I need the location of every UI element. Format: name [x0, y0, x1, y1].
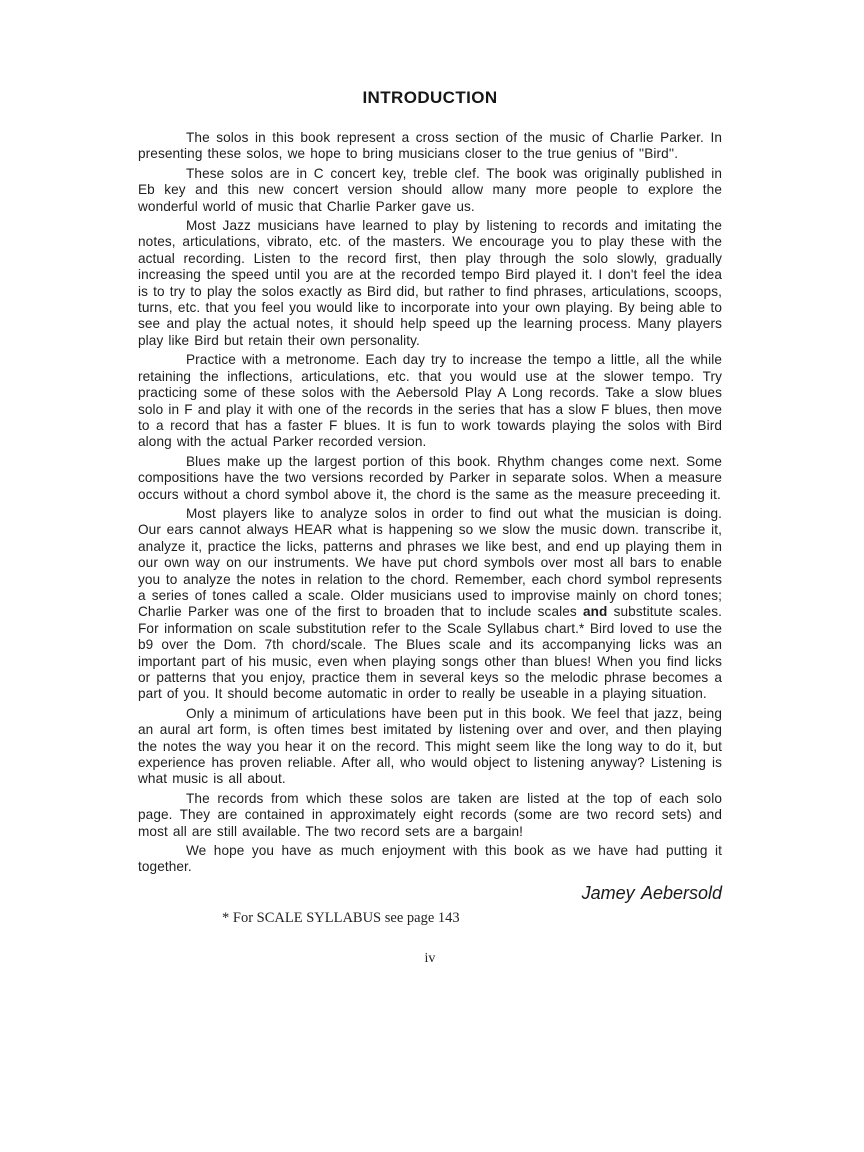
body-text: substitute scales. For information on scale substitution refer to the Scale Syllabus chart.* Bird loved to use the b9 over the Dom. 7th chord/scale. The Blues scale and its accompanying licks was an important part of his music, even when playing songs other than blues! When you find licks or patterns that you enjoy, practice them in several keys so the melodic phrase becomes a part of you. It should become automatic in order to really be useable in a playing situation.	[138, 604, 722, 702]
body-text: These solos are in C concert key, treble clef. The book was originally published in Eb key and this new concert version should allow many more people to explore the wonderful world of music that Charlie Parker gave us.	[138, 165, 722, 214]
body-text: Only a minimum of articulations have been put in this book. We feel that jazz, being an aural art form, is often times best imitated by listening over and over, and then playing the notes the way you hear it on the record. This might seem like the long way to do it, but experience has proven reliable. After all, who would object to listening anyway? Listening is what music is all about.	[138, 705, 722, 787]
body-text: We hope you have as much enjoyment with this book as we have had putting it together.	[138, 843, 722, 875]
page-number: iv	[424, 950, 436, 966]
paragraph	[138, 218, 722, 349]
paragraph	[138, 454, 722, 503]
paragraph	[138, 166, 722, 215]
body-text: Most players like to analyze solos in order to find out what the musician is doing. Our ears cannot always HEAR what is happening so we slow the music down. transcribe it, analyze it, practice the licks, patterns and phrases we like best, and end up playing them in our own way on our instruments. We have put chord symbols over most all bars to enable you to analyze the notes in relation to the chord. Remember, each chord symbol represents a series of tones called a scale. Older musicians used to improvise mainly on chord tones; Charlie Parker was one of the first to broaden that to include scales	[138, 505, 722, 620]
footnote: * For SCALE SYLLABUS see page 143	[222, 909, 460, 926]
body-text: The records from which these solos are taken are listed at the top of each solo page. They are contained in approximately eight records (some are two record sets) and most all are still available. The two record sets are a bargain!	[138, 790, 722, 839]
paragraph	[138, 130, 722, 163]
body-text: Practice with a metronome. Each day try to increase the tempo a little, all the while retaining the inflections, articulations, etc. that you would use at the slower tempo. Try practicing some of these solos with the Aebersold Play A Long records. Take a slow blues solo in F and play it with one of the records in the series that has a slow F blues, then move to a record that has a faster F blues. It is fun to work towards playing the solos with Bird along with the actual Parker recorded version.	[138, 352, 722, 450]
page-title: INTRODUCTION	[362, 88, 498, 107]
page-body	[138, 130, 722, 876]
paragraph	[138, 791, 722, 840]
body-text: The solos in this book represent a cross section of the music of Charlie Parker. In presenting these solos, we hope to bring musicians closer to the true genius of ''Bird''.	[138, 130, 722, 162]
paragraph	[138, 506, 722, 703]
body-text: Most Jazz musicians have learned to play by listening to records and imitating the notes, articulations, vibrato, etc. of the masters. We encourage you to play these with the actual recording. Listen to the record first, then play through the solo slowly, gradually increasing the speed until you are at the recorded tempo Bird played it. I don't feel the idea is to try to play the solos exactly as Bird did, but rather to find phrases, articulations, scoops, turns, etc. that you feel you would like to incorporate into your own playing. By being able to see and play the actual notes, it should help speed up the learning process. Many players play like Bird but retain their own personality.	[138, 218, 722, 348]
bold-text: and	[582, 604, 608, 620]
paragraph	[138, 352, 722, 450]
paragraph	[138, 843, 722, 876]
signature: Jamey Aebersold	[581, 882, 722, 903]
paragraph	[138, 706, 722, 788]
page-content	[138, 88, 722, 967]
body-text: Blues make up the largest portion of this book. Rhythm changes come next. Some compositions have the two versions recorded by Parker in separate solos. When a measure occurs without a chord symbol above it, the chord is the same as the measure preceeding it.	[138, 453, 722, 502]
